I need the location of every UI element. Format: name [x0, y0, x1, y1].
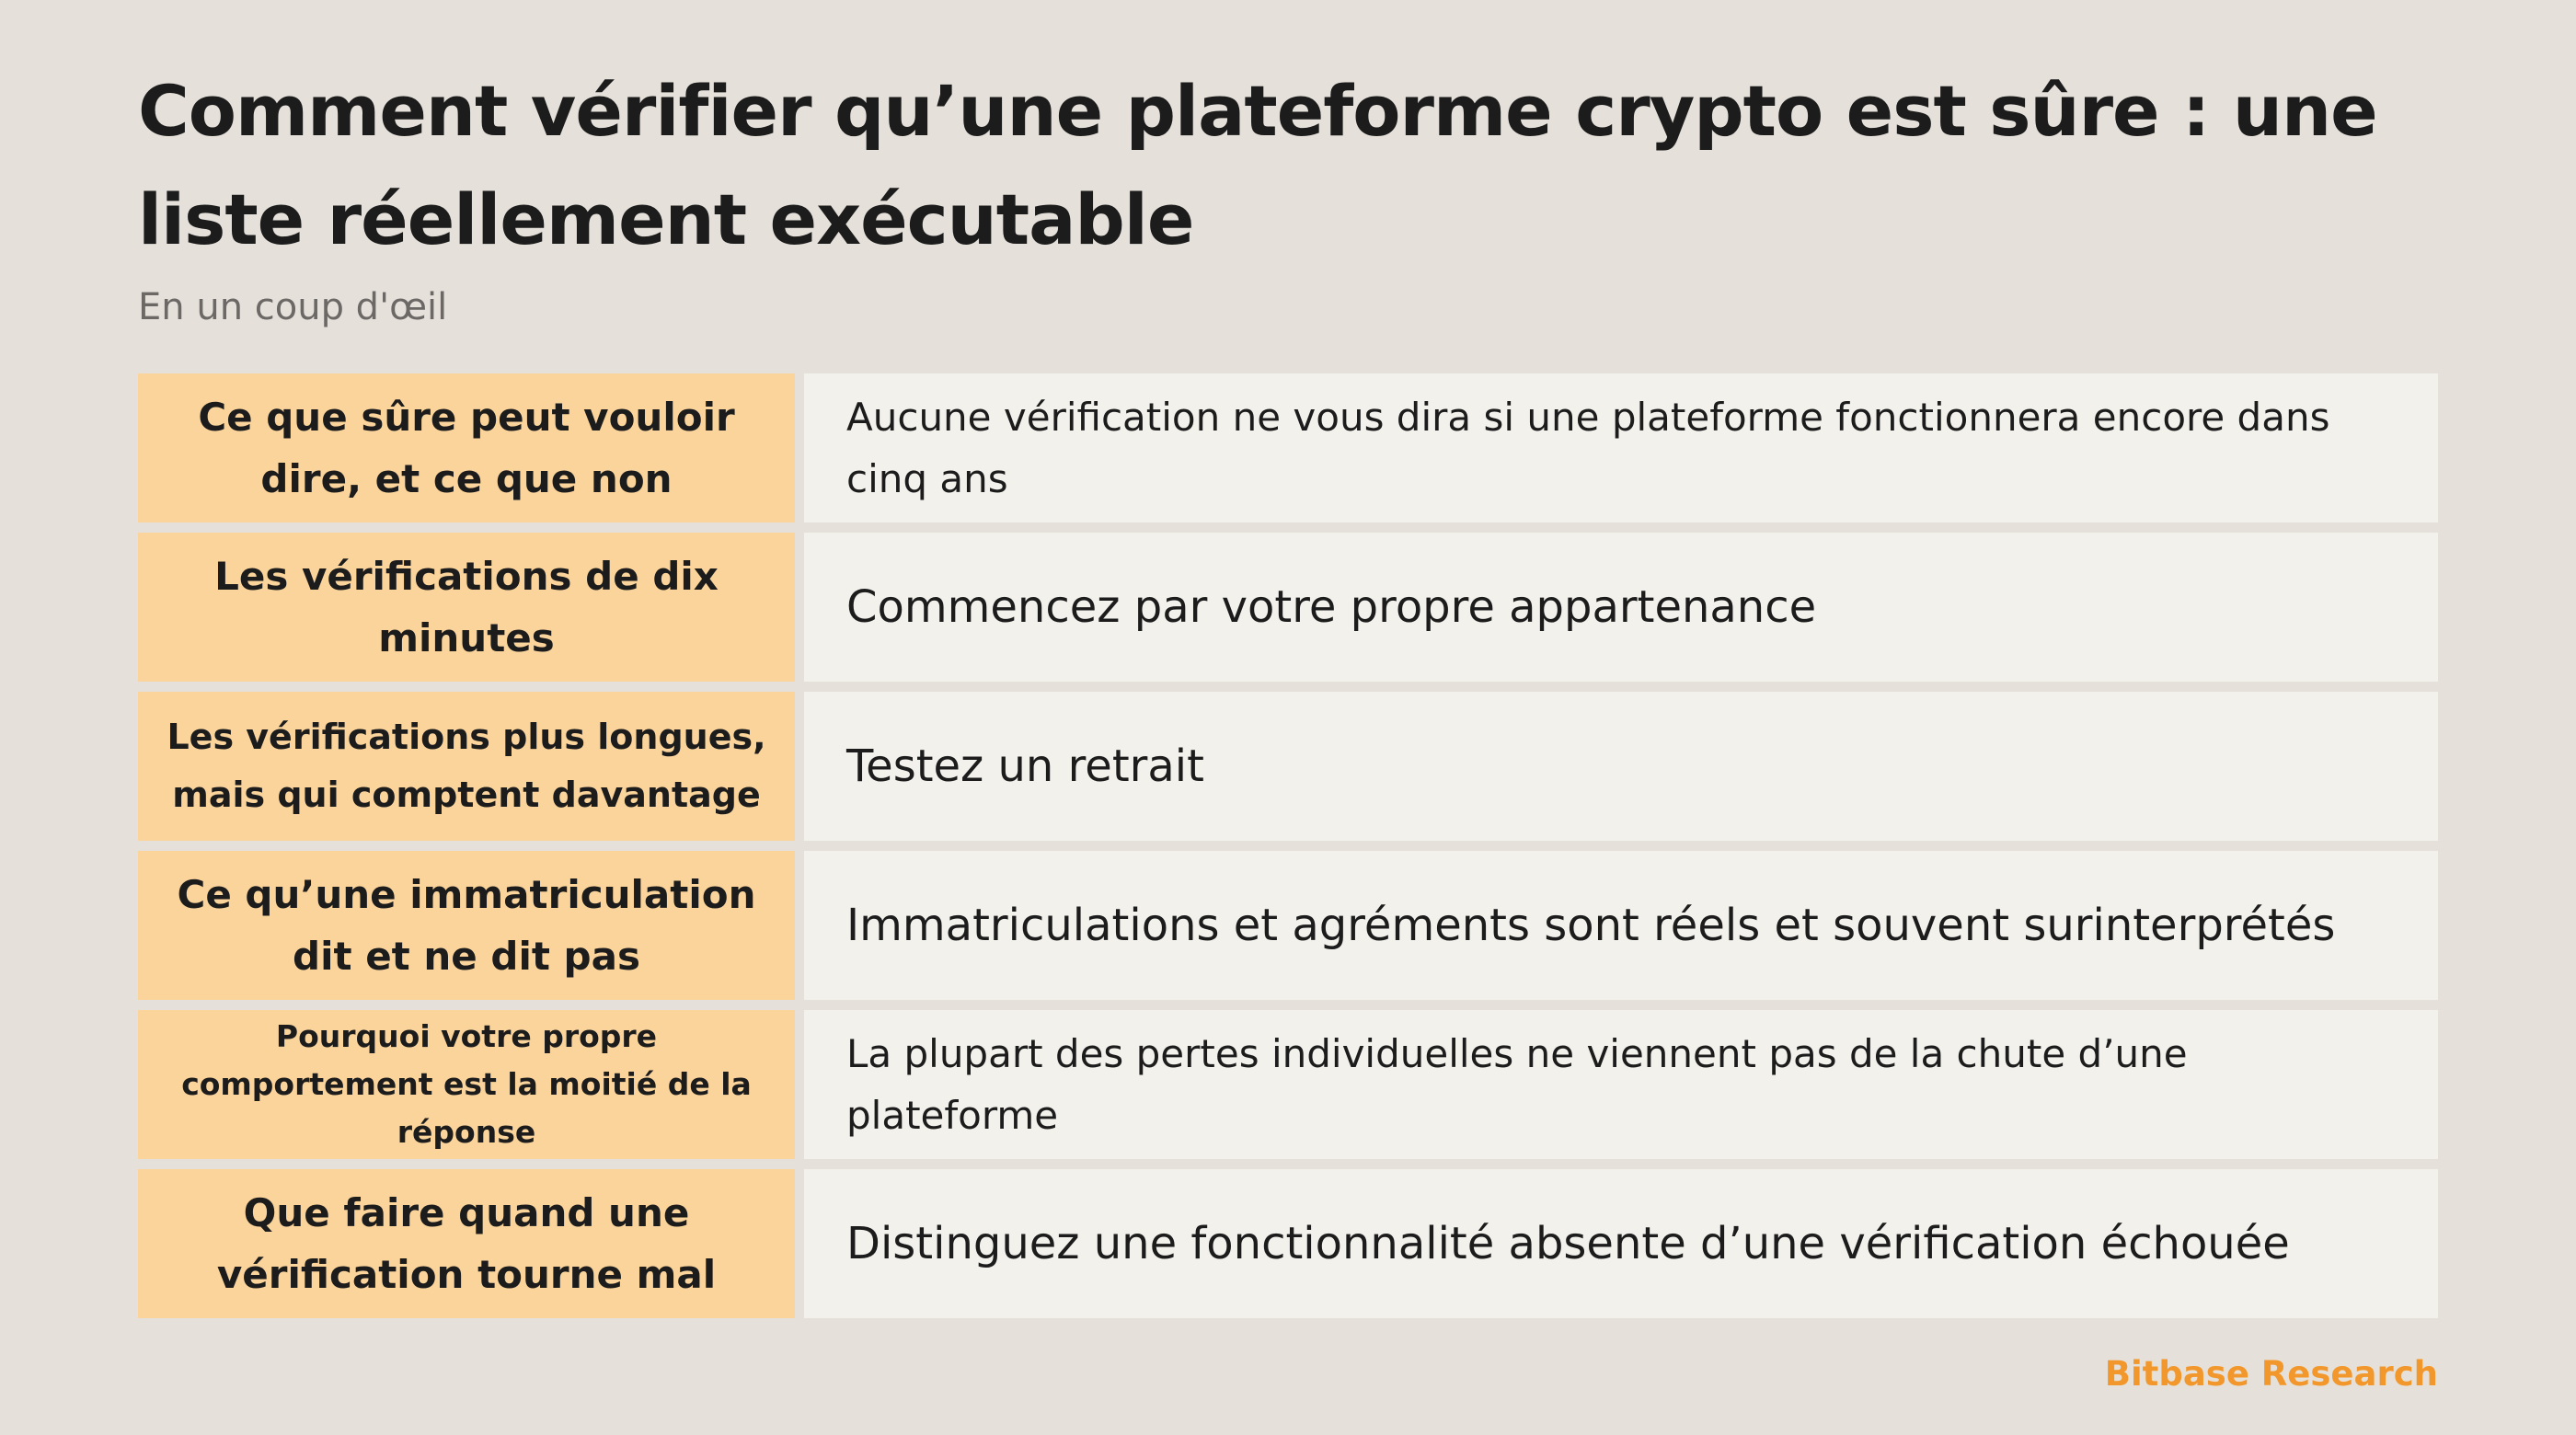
- row-text: Testez un retrait: [804, 692, 2438, 841]
- row-label: Ce qu’une immatriculation dit et ne dit pas: [138, 851, 795, 1000]
- page-subtitle: En un coup d'œil: [138, 286, 448, 328]
- infographic-page: [138, 0, 2438, 1435]
- table-row: [138, 1010, 2438, 1159]
- summary-table: [138, 373, 2438, 1328]
- row-text: Immatriculations et agréments sont réels et souvent surinterprétés: [804, 851, 2438, 1000]
- table-row: [138, 373, 2438, 522]
- table-row: [138, 533, 2438, 682]
- table-row: [138, 692, 2438, 841]
- row-text: Commencez par votre propre appartenance: [804, 533, 2438, 682]
- row-label: Que faire quand une vérification tourne mal: [138, 1169, 795, 1318]
- brand-credit: Bitbase Research: [2104, 1354, 2438, 1394]
- row-text: La plupart des pertes individuelles ne viennent pas de la chute d’une plateforme: [804, 1010, 2438, 1159]
- row-label: Les vérifications de dix minutes: [138, 533, 795, 682]
- row-text: Distinguez une fonctionnalité absente d’une vérification échouée: [804, 1169, 2438, 1318]
- table-row: [138, 1169, 2438, 1318]
- row-label: Pourquoi votre propre comportement est la moitié de la réponse: [138, 1010, 795, 1159]
- row-label: Les vérifications plus longues, mais qui comptent davantage: [138, 692, 795, 841]
- page-title: Comment vérifier qu’une plateforme crypto est sûre : une liste réellement exécutable: [138, 70, 2377, 260]
- row-text: Aucune vérification ne vous dira si une plateforme fonctionnera encore dans cinq ans: [804, 373, 2438, 522]
- table-row: [138, 851, 2438, 1000]
- row-label: Ce que sûre peut vouloir dire, et ce que non: [138, 373, 795, 522]
